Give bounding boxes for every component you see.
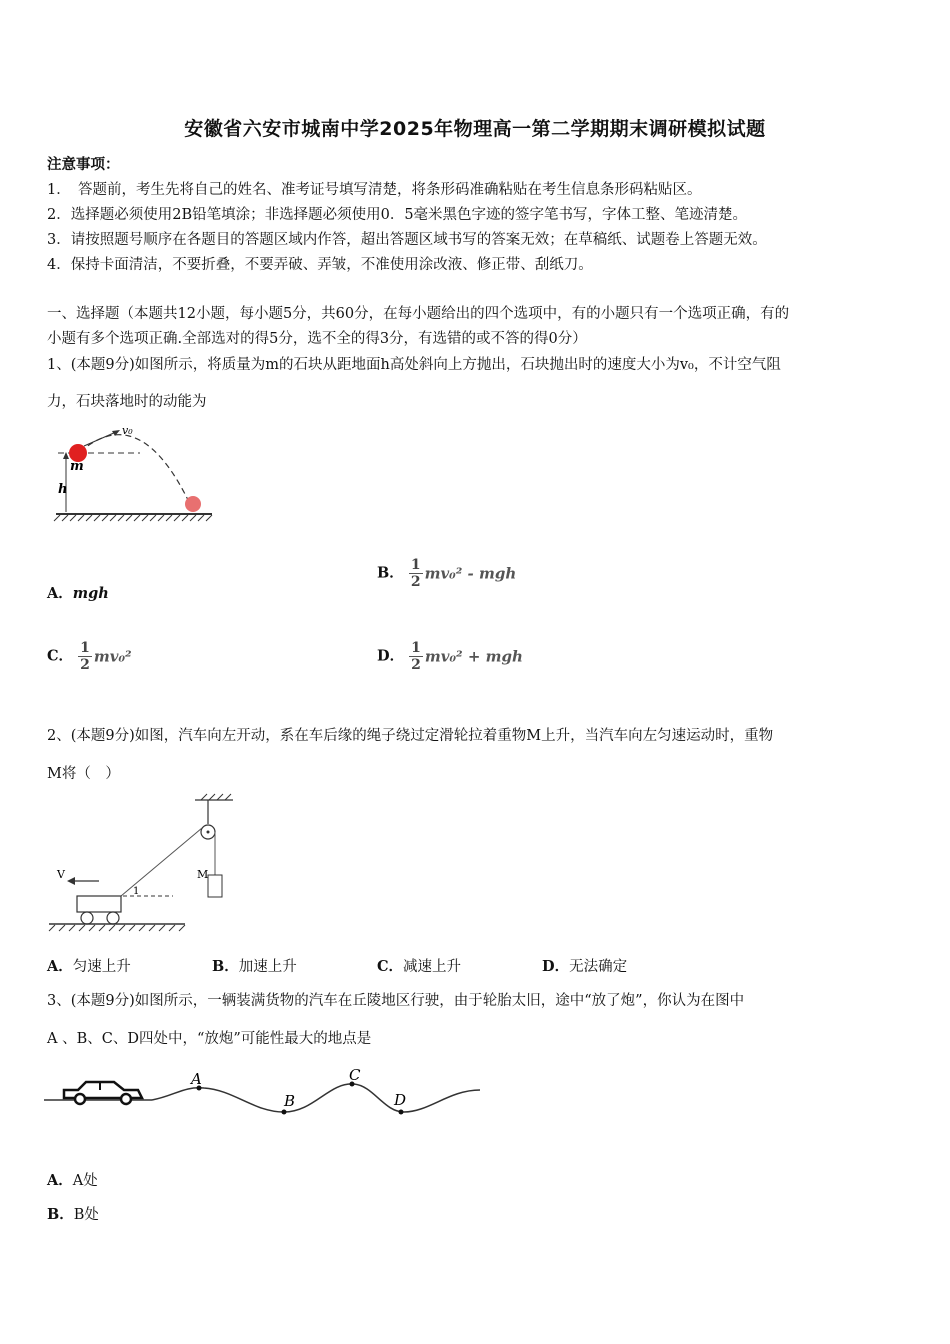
point-b [282, 1110, 287, 1115]
question-3-stem: A 、B、C、D四处中，“放炮”可能性最大的地点是 [47, 1031, 372, 1047]
height-label: h [58, 482, 68, 497]
option-c[interactable]: C．减速上升 [377, 958, 462, 975]
trajectory [80, 435, 190, 504]
question-1-stem: 1、(本题9分)如图所示，将质量为m的石块从距地面h高处斜向上方抛出，石块抛出时的速度大小为v₀，不计空气阻 [47, 357, 781, 373]
option-b-text: 加速上升 [238, 959, 297, 975]
question-2-stem: M将（ ） [47, 766, 120, 782]
option-d[interactable]: D．无法确定 [542, 958, 628, 975]
option-a-text: 匀速上升 [72, 959, 131, 975]
option-c-text: 减速上升 [403, 959, 462, 975]
option-d[interactable]: D． $\frac{1}{2}$ mv₀² + mgh [377, 640, 523, 673]
question-2-stem: 2、(本题9分)如图，汽车向左开动，系在车后缘的绳子绕过定滑轮拉着重物M上升，当汽车向左匀速运动时，重物 [47, 728, 774, 744]
car-body [77, 896, 121, 912]
notice-item: 2．选择题必须使用2B铅笔填涂；非选择题必须使用0．5毫米黑色字迹的签字笔书写，字体工整、笔迹清楚。 [47, 207, 748, 223]
fraction: $\frac{1}{2}$ [411, 640, 421, 673]
option-d-expr: mv₀² + mgh [424, 647, 523, 666]
fraction: $\frac{1}{2}$ [80, 640, 90, 673]
question-3-stem: 3、(本题9分)如图所示，一辆装满货物的汽车在丘陵地区行驶，由于轮胎太旧，途中“放了炮”，你认为在图中 [47, 993, 745, 1009]
fraction: $\frac{1}{2}$ [410, 557, 421, 590]
notice-item: 3．请按照题号顺序在各题目的答题区域内作答，超出答题区域书写的答案无效；在草稿纸、试题卷上答题无效。 [47, 232, 767, 248]
notice-item: 4．保持卡面清洁，不要折叠，不要弄破、弄皱，不准使用涂改液、修正带、刮纸刀。 [47, 257, 593, 273]
option-c-expr: mv₀² [93, 647, 132, 666]
label-d: D [394, 1091, 407, 1109]
option-a-text: mgh [72, 585, 109, 602]
option-b-expr: mv₀² - mgh [424, 564, 517, 583]
option-b[interactable]: B．加速上升 [212, 958, 297, 975]
option-a[interactable]: A．匀速上升 [47, 958, 131, 975]
notice-heading: 注意事项： [47, 156, 120, 173]
point-d [399, 1110, 404, 1115]
option-a-text: A处 [72, 1173, 98, 1189]
velocity-arrow [84, 432, 116, 446]
option-c[interactable]: C． $\frac{1}{2}$ mv₀² [47, 640, 132, 673]
option-b[interactable]: B． $\frac{1}{2}$ mv₀² - mgh [377, 557, 517, 590]
section-intro: 小题有多个选项正确.全部选对的得5分，选不全的得3分，有选错的或不答的得0分） [47, 331, 587, 347]
ground-hatching [54, 515, 212, 521]
v0-label: v₀ [122, 424, 133, 437]
page-title: 安徽省六安市城南中学2025年物理高一第二学期期末调研模拟试题 [184, 118, 766, 140]
car-wheel [81, 912, 93, 924]
section-intro: 一、选择题（本题共12小题，每小题5分，共60分，在每小题给出的四个选项中，有的小题只有一个选项正确，有的 [47, 306, 790, 322]
option-a[interactable]: A．mgh [47, 585, 109, 602]
car-wheel [107, 912, 119, 924]
notice-item: 1． 答题前，考生先将自己的姓名、准考证号填写清楚，将条形码准确粘贴在考生信息条形码粘贴区。 [47, 182, 702, 198]
question-1-stem: 力，石块落地时的动能为 [47, 394, 207, 410]
mass-label: m [70, 459, 84, 474]
label-a: A [191, 1070, 202, 1088]
option-a[interactable]: A．A处 [47, 1172, 98, 1189]
velocity-label: V [57, 868, 65, 881]
projectile-figure [50, 420, 220, 528]
weight-label: M [197, 868, 209, 881]
option-b-text: B处 [73, 1207, 99, 1223]
label-b: B [284, 1092, 296, 1110]
option-b[interactable]: B．B处 [47, 1206, 99, 1223]
angle-label: 1 [133, 886, 140, 897]
weight-block [208, 875, 222, 897]
option-d-text: 无法确定 [569, 959, 628, 975]
pulley-figure [45, 790, 245, 938]
stone-end [185, 496, 201, 512]
hills-figure [44, 1060, 484, 1120]
label-c: C [349, 1066, 361, 1084]
